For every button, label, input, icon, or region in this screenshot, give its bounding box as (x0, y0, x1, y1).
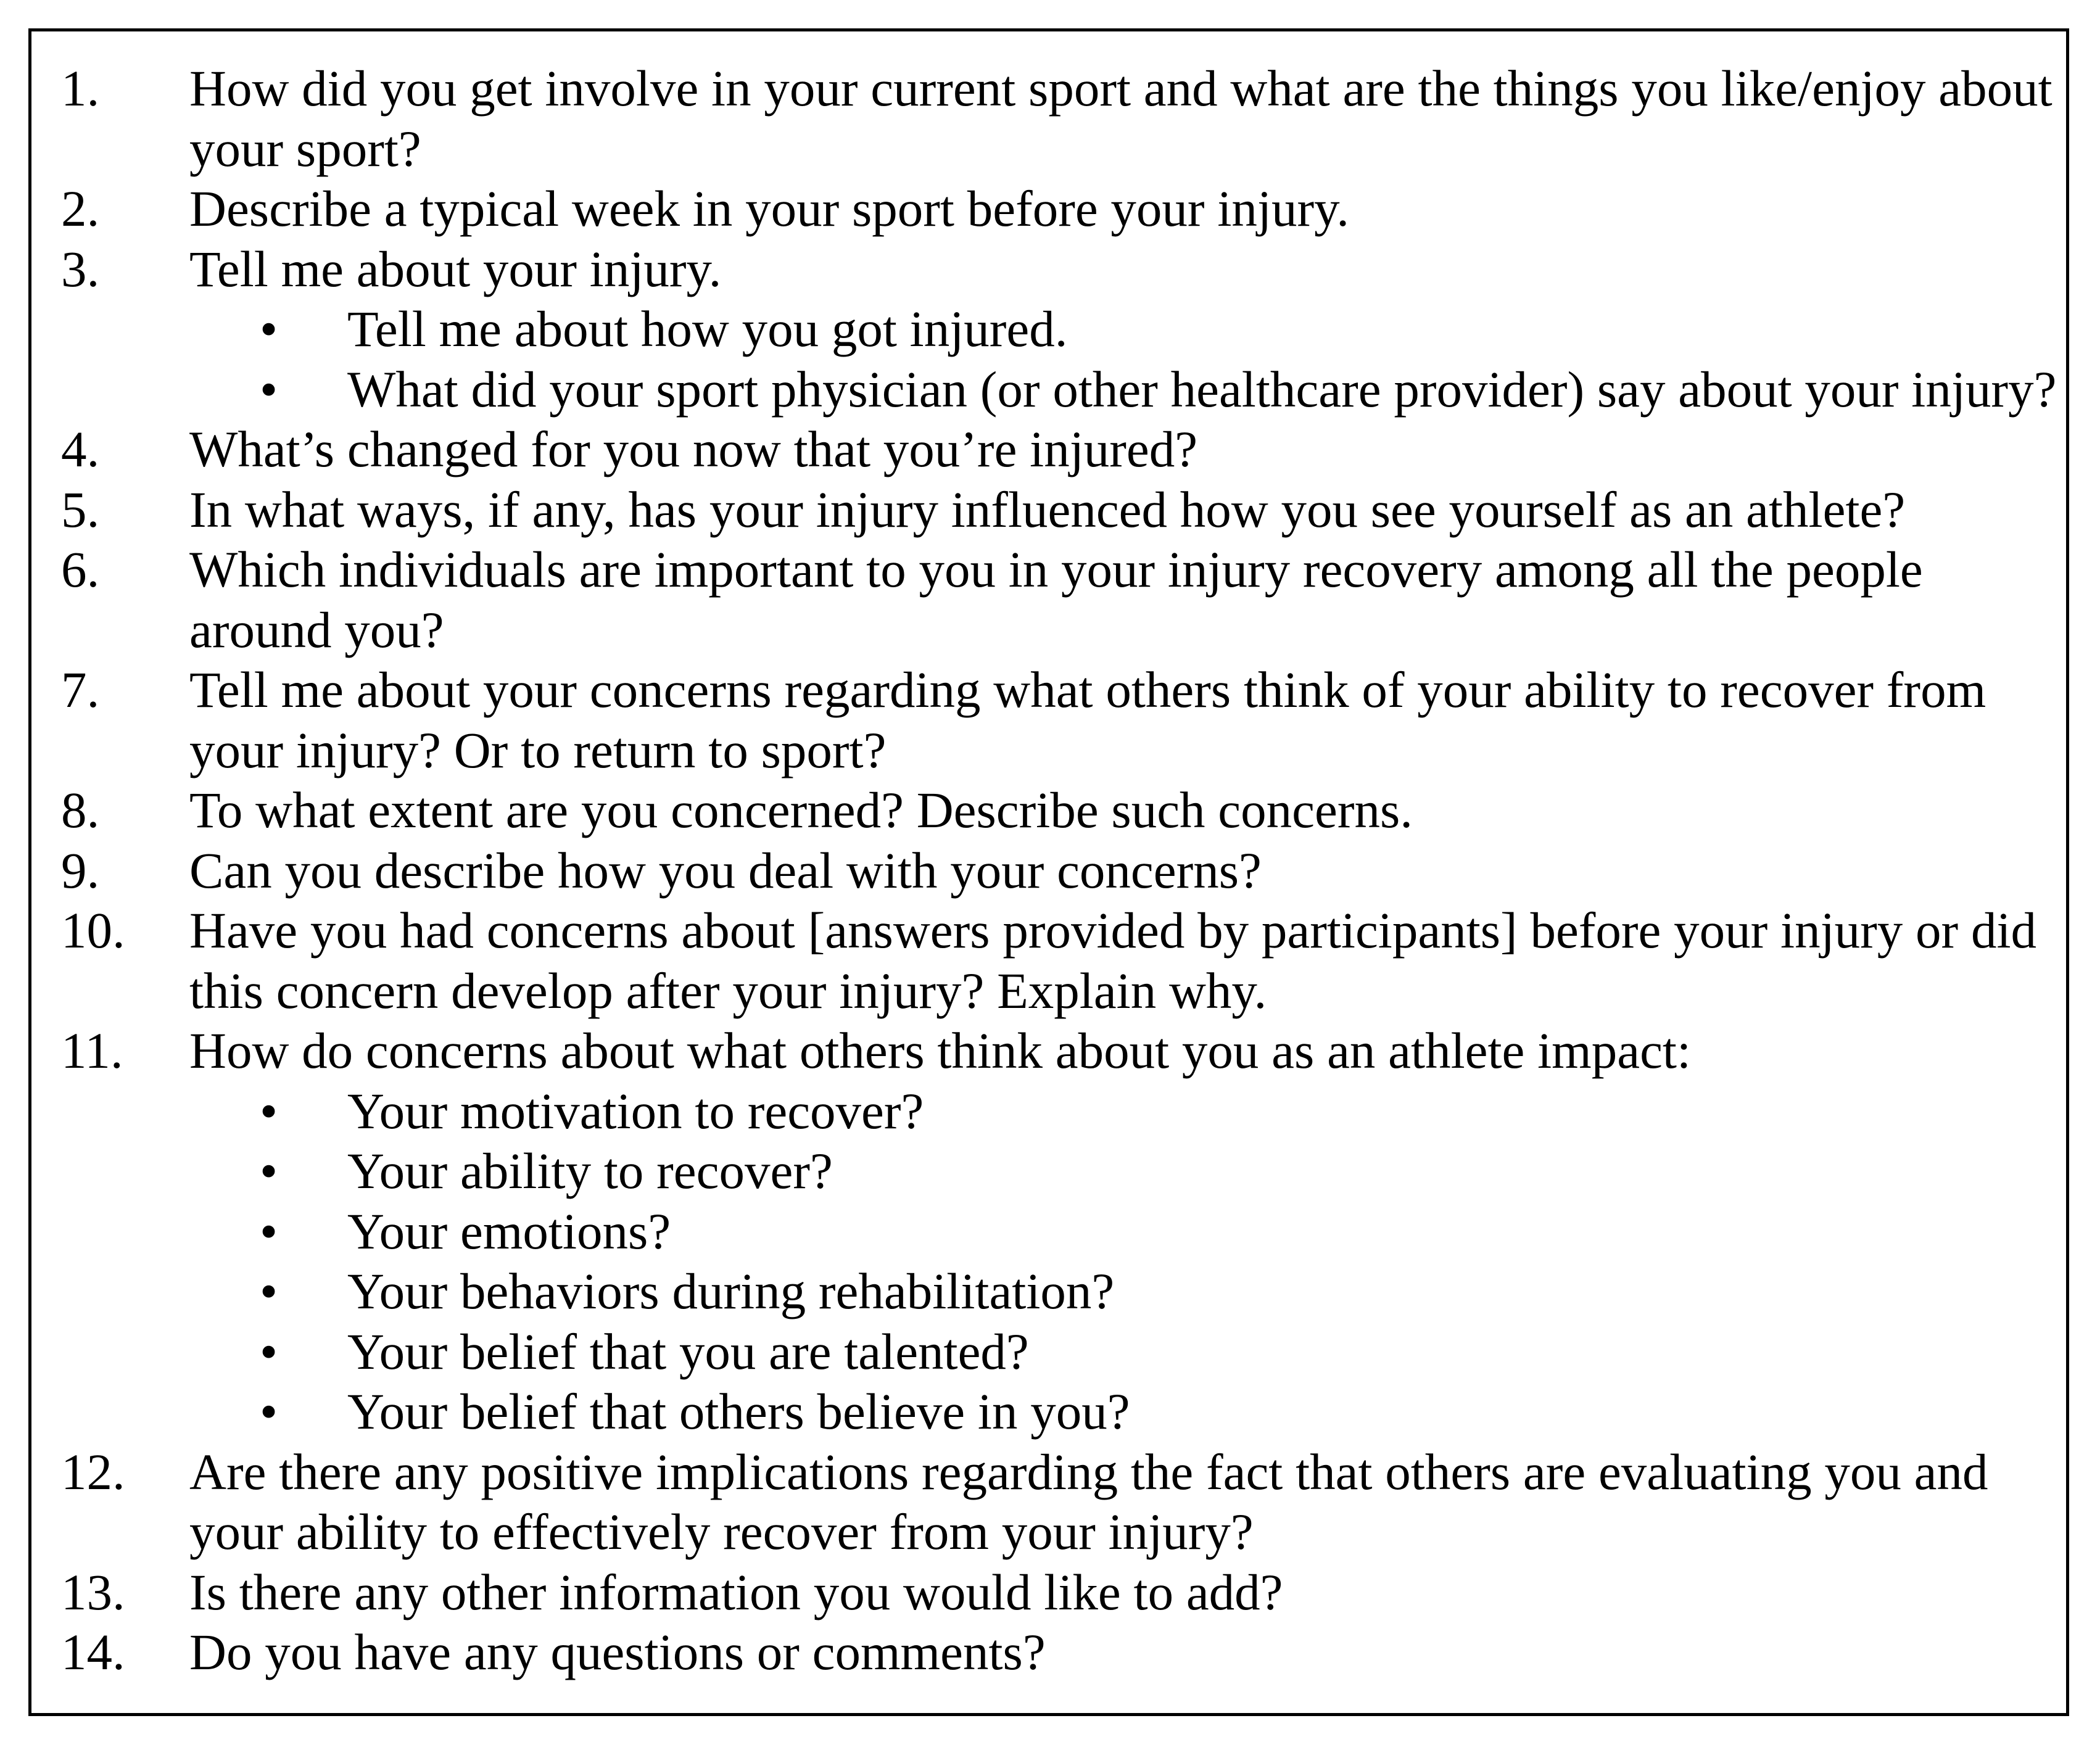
question-text: How do concerns about what others think about you as an athlete impact: (189, 1022, 1692, 1079)
question-text: To what extent are you concerned? Describe such concerns. (189, 782, 1413, 838)
question-11 (61, 1021, 2060, 1081)
question-number: 12. (61, 1443, 125, 1500)
question-4 (61, 419, 2060, 480)
question-11-subitem-2 (61, 1141, 2060, 1202)
bullet-icon: • (260, 1142, 278, 1199)
question-text: Which individuals are important to you in your injury recovery among all the people around you? (189, 541, 1923, 658)
question-3-subitem-2 (61, 360, 2060, 420)
bullet-icon: • (260, 1202, 278, 1260)
subitem-text: Your emotions? (347, 1202, 671, 1260)
question-14 (61, 1622, 2060, 1683)
question-8 (61, 780, 2060, 841)
question-text: Tell me about your concerns regarding what others think of your ability to recover from your injury? Or to return to sport? (189, 661, 1986, 778)
bullet-icon: • (260, 1082, 278, 1139)
question-number: 7. (61, 661, 100, 718)
question-1 (61, 59, 2060, 179)
question-number: 2. (61, 180, 100, 237)
question-5 (61, 480, 2060, 540)
interview-questions-list (61, 59, 2060, 1683)
question-number: 5. (61, 481, 100, 538)
question-number: 1. (61, 60, 100, 117)
question-number: 11. (61, 1022, 123, 1079)
question-11-subitem-3 (61, 1202, 2060, 1262)
question-11-subitem-1 (61, 1081, 2060, 1142)
question-number: 14. (61, 1624, 125, 1680)
question-number: 4. (61, 421, 100, 477)
bullet-icon: • (260, 1263, 278, 1319)
bullet-icon: • (260, 1383, 278, 1440)
question-7 (61, 660, 2060, 780)
question-3-subitem-1 (61, 299, 2060, 360)
question-11-subitem-5 (61, 1322, 2060, 1382)
question-number: 8. (61, 782, 100, 838)
subitem-text: What did your sport physician (or other healthcare provider) say about your injury? (347, 360, 2057, 418)
question-text: Tell me about your injury. (189, 240, 722, 297)
question-13 (61, 1562, 2060, 1623)
question-number: 6. (61, 541, 100, 598)
question-11-subitem-6 (61, 1382, 2060, 1442)
question-number: 13. (61, 1563, 125, 1620)
question-text: Is there any other information you would like to add? (189, 1563, 1283, 1620)
subitem-text: Your ability to recover? (347, 1142, 833, 1199)
question-text: Do you have any questions or comments? (189, 1624, 1046, 1680)
question-text: Can you describe how you deal with your concerns? (189, 841, 1262, 899)
bullet-icon: • (260, 360, 278, 418)
question-text: How did you get involve in your current sport and what are the things you like/enjoy about your sport? (189, 60, 2052, 177)
question-6 (61, 540, 2060, 660)
question-10 (61, 901, 2060, 1021)
question-text: In what ways, if any, has your injury influenced how you see yourself as an athlete? (189, 481, 1906, 538)
bullet-icon: • (260, 300, 278, 357)
subitem-text: Your belief that you are talented? (347, 1323, 1029, 1380)
question-text: Have you had concerns about [answers provided by participants] before your injury or did this concern develop after your injury? Explain why. (189, 902, 2036, 1019)
subitem-text: Your motivation to recover? (347, 1082, 924, 1139)
subitem-text: Your behaviors during rehabilitation? (347, 1263, 1115, 1319)
subitem-text: Your belief that others believe in you? (347, 1383, 1130, 1440)
question-11-subitem-4 (61, 1261, 2060, 1322)
bullet-icon: • (260, 1323, 278, 1380)
question-text: Describe a typical week in your sport before your injury. (189, 180, 1349, 237)
question-text: Are there any positive implications regarding the fact that others are evaluating you and your ability to effectively recover from your injury? (189, 1443, 1988, 1560)
question-list-box (28, 28, 2069, 1716)
question-text: What’s changed for you now that you’re injured? (189, 421, 1198, 477)
question-number: 3. (61, 240, 100, 297)
question-number: 10. (61, 902, 125, 959)
question-9 (61, 841, 2060, 901)
question-3 (61, 239, 2060, 300)
subitem-text: Tell me about how you got injured. (347, 300, 1068, 357)
question-2 (61, 179, 2060, 239)
question-number: 9. (61, 841, 100, 899)
question-12 (61, 1442, 2060, 1562)
